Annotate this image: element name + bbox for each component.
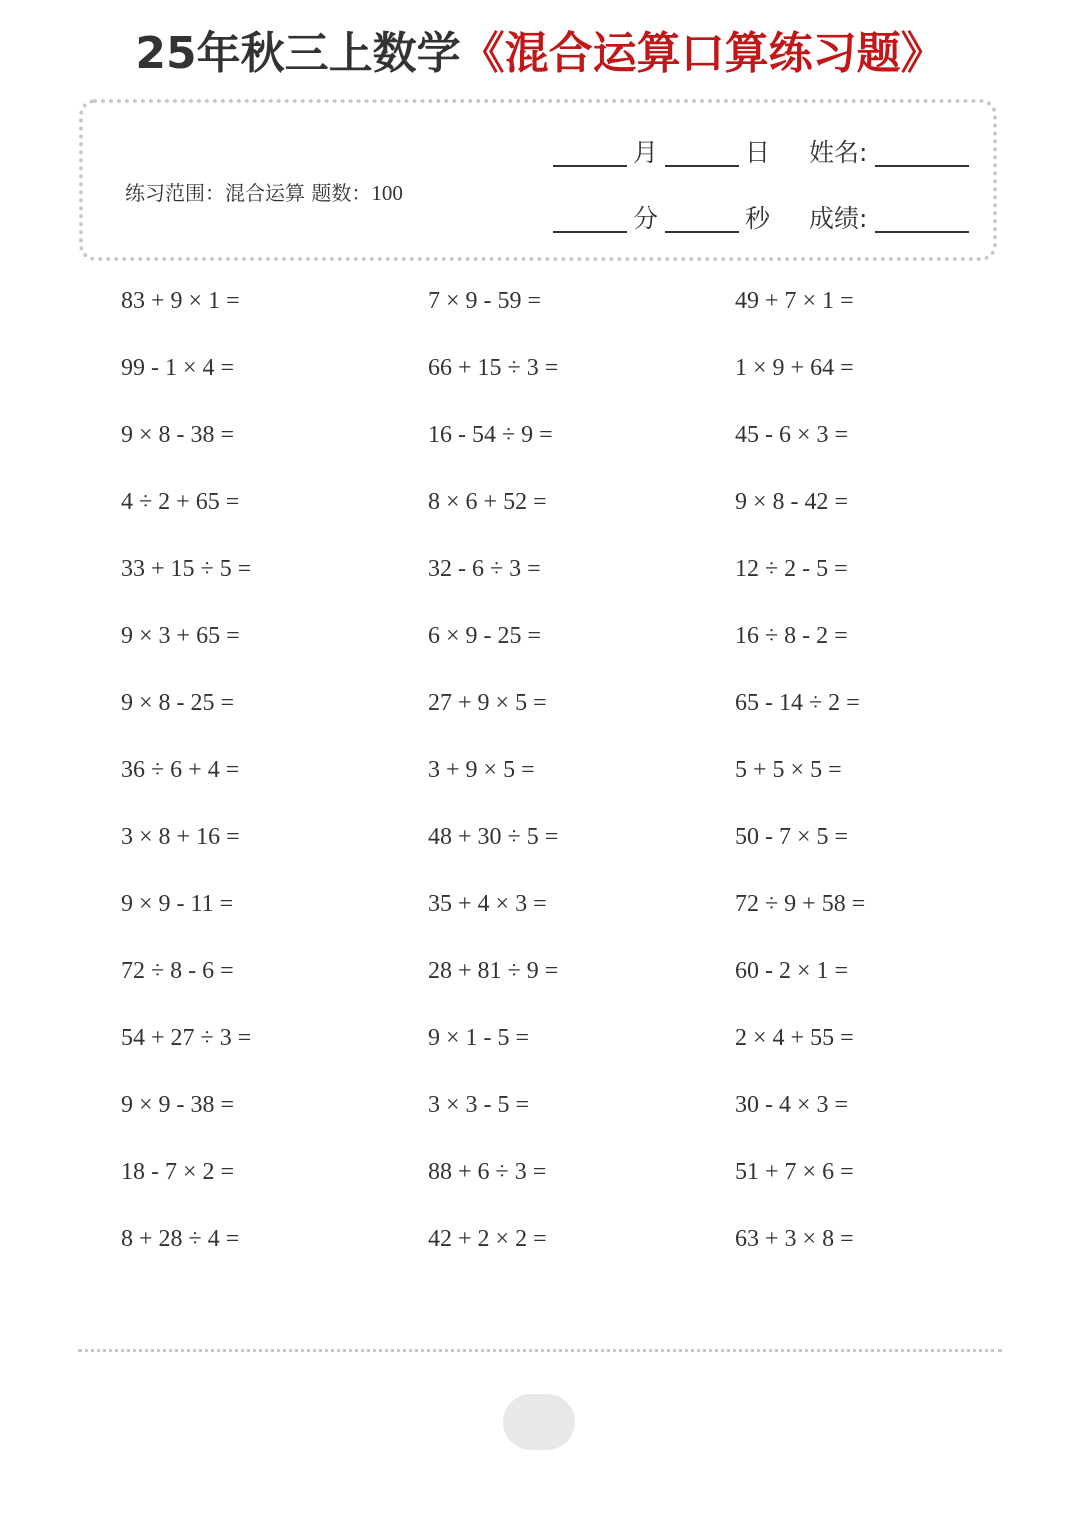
problem-item: 30 - 4 × 3 = xyxy=(735,1092,849,1118)
day-label: 日 xyxy=(745,138,771,167)
range-label: 练习范围：混合运算 题数： xyxy=(125,181,372,205)
problem-item: 35 + 4 × 3 = xyxy=(428,891,547,917)
problem-item: 9 × 8 - 25 = xyxy=(121,690,235,716)
problem-item: 72 ÷ 8 - 6 = xyxy=(121,958,234,984)
problem-item: 1 × 9 + 64 = xyxy=(735,355,854,381)
problem-item: 50 - 7 × 5 = xyxy=(735,824,849,850)
problem-item: 28 + 81 ÷ 9 = xyxy=(428,958,559,984)
footer-divider xyxy=(78,1349,1002,1352)
problem-item: 12 ÷ 2 - 5 = xyxy=(735,556,848,582)
problem-item: 3 × 3 - 5 = xyxy=(428,1092,530,1118)
problem-item: 42 + 2 × 2 = xyxy=(428,1226,547,1252)
problem-item: 7 × 9 - 59 = xyxy=(428,288,542,314)
problem-item: 63 + 3 × 8 = xyxy=(735,1226,854,1252)
problem-item: 27 + 9 × 5 = xyxy=(428,690,547,716)
problem-item: 66 + 15 ÷ 3 = xyxy=(428,355,559,381)
title-plain: 25年秋三上数学 xyxy=(135,28,461,79)
name-label: 姓名: xyxy=(809,138,868,167)
second-label: 秒 xyxy=(745,204,771,233)
problem-item: 16 ÷ 8 - 2 = xyxy=(735,623,848,649)
problem-item: 54 + 27 ÷ 3 = xyxy=(121,1025,252,1051)
problem-item: 72 ÷ 9 + 58 = xyxy=(735,891,866,917)
problem-item: 51 + 7 × 6 = xyxy=(735,1159,854,1185)
problem-item: 8 + 28 ÷ 4 = xyxy=(121,1226,240,1252)
problem-item: 16 - 54 ÷ 9 = xyxy=(428,422,553,448)
problem-item: 33 + 15 ÷ 5 = xyxy=(121,556,252,582)
problem-item: 18 - 7 × 2 = xyxy=(121,1159,235,1185)
page-number-badge xyxy=(503,1394,575,1450)
problem-item: 9 × 8 - 38 = xyxy=(121,422,235,448)
problem-item: 45 - 6 × 3 = xyxy=(735,422,849,448)
problem-item: 32 - 6 ÷ 3 = xyxy=(428,556,541,582)
range-count: 100 xyxy=(371,181,403,205)
problem-item: 4 ÷ 2 + 65 = xyxy=(121,489,240,515)
month-label: 月 xyxy=(633,138,659,167)
minute-label: 分 xyxy=(633,204,659,233)
problem-item: 9 × 1 - 5 = xyxy=(428,1025,530,1051)
problem-item: 88 + 6 ÷ 3 = xyxy=(428,1159,547,1185)
title-accent: 《混合运算口算练习题》 xyxy=(460,28,945,79)
problem-item: 65 - 14 ÷ 2 = xyxy=(735,690,860,716)
problem-item: 2 × 4 + 55 = xyxy=(735,1025,854,1051)
problem-item: 9 × 3 + 65 = xyxy=(121,623,240,649)
problem-item: 9 × 8 - 42 = xyxy=(735,489,849,515)
score-label: 成绩: xyxy=(809,204,868,233)
problem-item: 9 × 9 - 38 = xyxy=(121,1092,235,1118)
problem-item: 99 - 1 × 4 = xyxy=(121,355,235,381)
problem-item: 83 + 9 × 1 = xyxy=(121,288,240,314)
problem-item: 5 + 5 × 5 = xyxy=(735,757,842,783)
problem-item: 60 - 2 × 1 = xyxy=(735,958,849,984)
problem-item: 6 × 9 - 25 = xyxy=(428,623,542,649)
problem-item: 48 + 30 ÷ 5 = xyxy=(428,824,559,850)
problem-item: 9 × 9 - 11 = xyxy=(121,891,234,917)
problem-item: 3 + 9 × 5 = xyxy=(428,757,535,783)
problem-item: 36 ÷ 6 + 4 = xyxy=(121,757,240,783)
problem-item: 8 × 6 + 52 = xyxy=(428,489,547,515)
problem-item: 49 + 7 × 1 = xyxy=(735,288,854,314)
problem-item: 3 × 8 + 16 = xyxy=(121,824,240,850)
